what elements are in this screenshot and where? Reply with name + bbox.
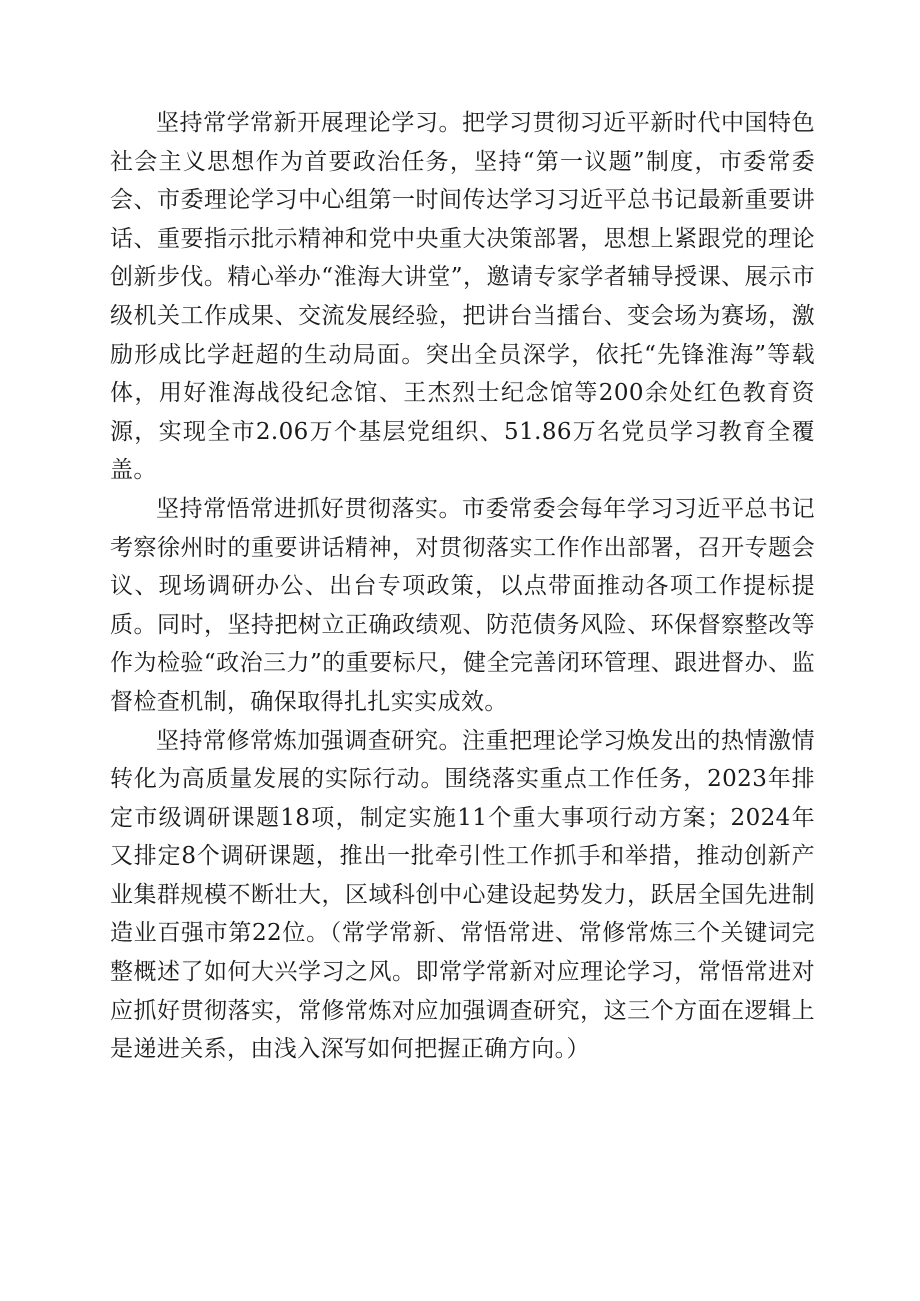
document-body bbox=[110, 104, 815, 1069]
paragraph-implementation: 坚持常悟常进抓好贯彻落实。市委常委会每年学习习近平总书记考察徐州时的重要讲话精神，对贯彻落实工作作出部署，召开专题会议、现场调研办公、出台专项政策，以点带面推动各项工作提标提质。同时，坚持把树立正确政绩观、防范债务风险、环保督察整改等作为检验“政治三力”的重要标尺，健全完善闭环管理、跟进督办、监督检查机制，确保取得扎扎实实成效。 bbox=[110, 495, 815, 715]
paragraph-theory-study: 坚持常学常新开展理论学习。把学习贯彻习近平新时代中国特色社会主义思想作为首要政治任务，坚持“第一议题”制度，市委常委会、市委理论学习中心组第一时间传达学习习近平总书记最新重要讲话、重要指示批示精神和党中央重大决策部署，思想上紧跟党的理论创新步伐。精心举办“淮海大讲堂”，邀请专家学者辅导授课、展示市级机关工作成果、交流发展经验，把讲台当擂台、变会场为赛场，激励形成比学赶超的生动局面。突出全员深学，依托“先锋淮海”等载体，用好淮海战役纪念馆、王杰烈士纪念馆等200余处红色教育资源，实现全市2.06万个基层党组织、51.86万名党员学习教育全覆盖。 bbox=[110, 110, 815, 484]
paragraph-investigation: 坚持常修常炼加强调查研究。注重把理论学习焕发出的热情激情转化为高质量发展的实际行动。围绕落实重点工作任务，2023年排定市级调研课题18项，制定实施11个重大事项行动方案；2024年又排定8个调研课题，推出一批牵引性工作抓手和举措，推动创新产业集群规模不断壮大，区域科创中心建设起势发力，跃居全国先进制造业百强市第22位。（常学常新、常悟常进、常修常炼三个关键词完整概述了如何大兴学习之风。即常学常新对应理论学习，常悟常进对应抓好贯彻落实，常修常炼对应加强调查研究，这三个方面在逻辑上是递进关系，由浅入深写如何把握正确方向。） bbox=[110, 727, 815, 1063]
